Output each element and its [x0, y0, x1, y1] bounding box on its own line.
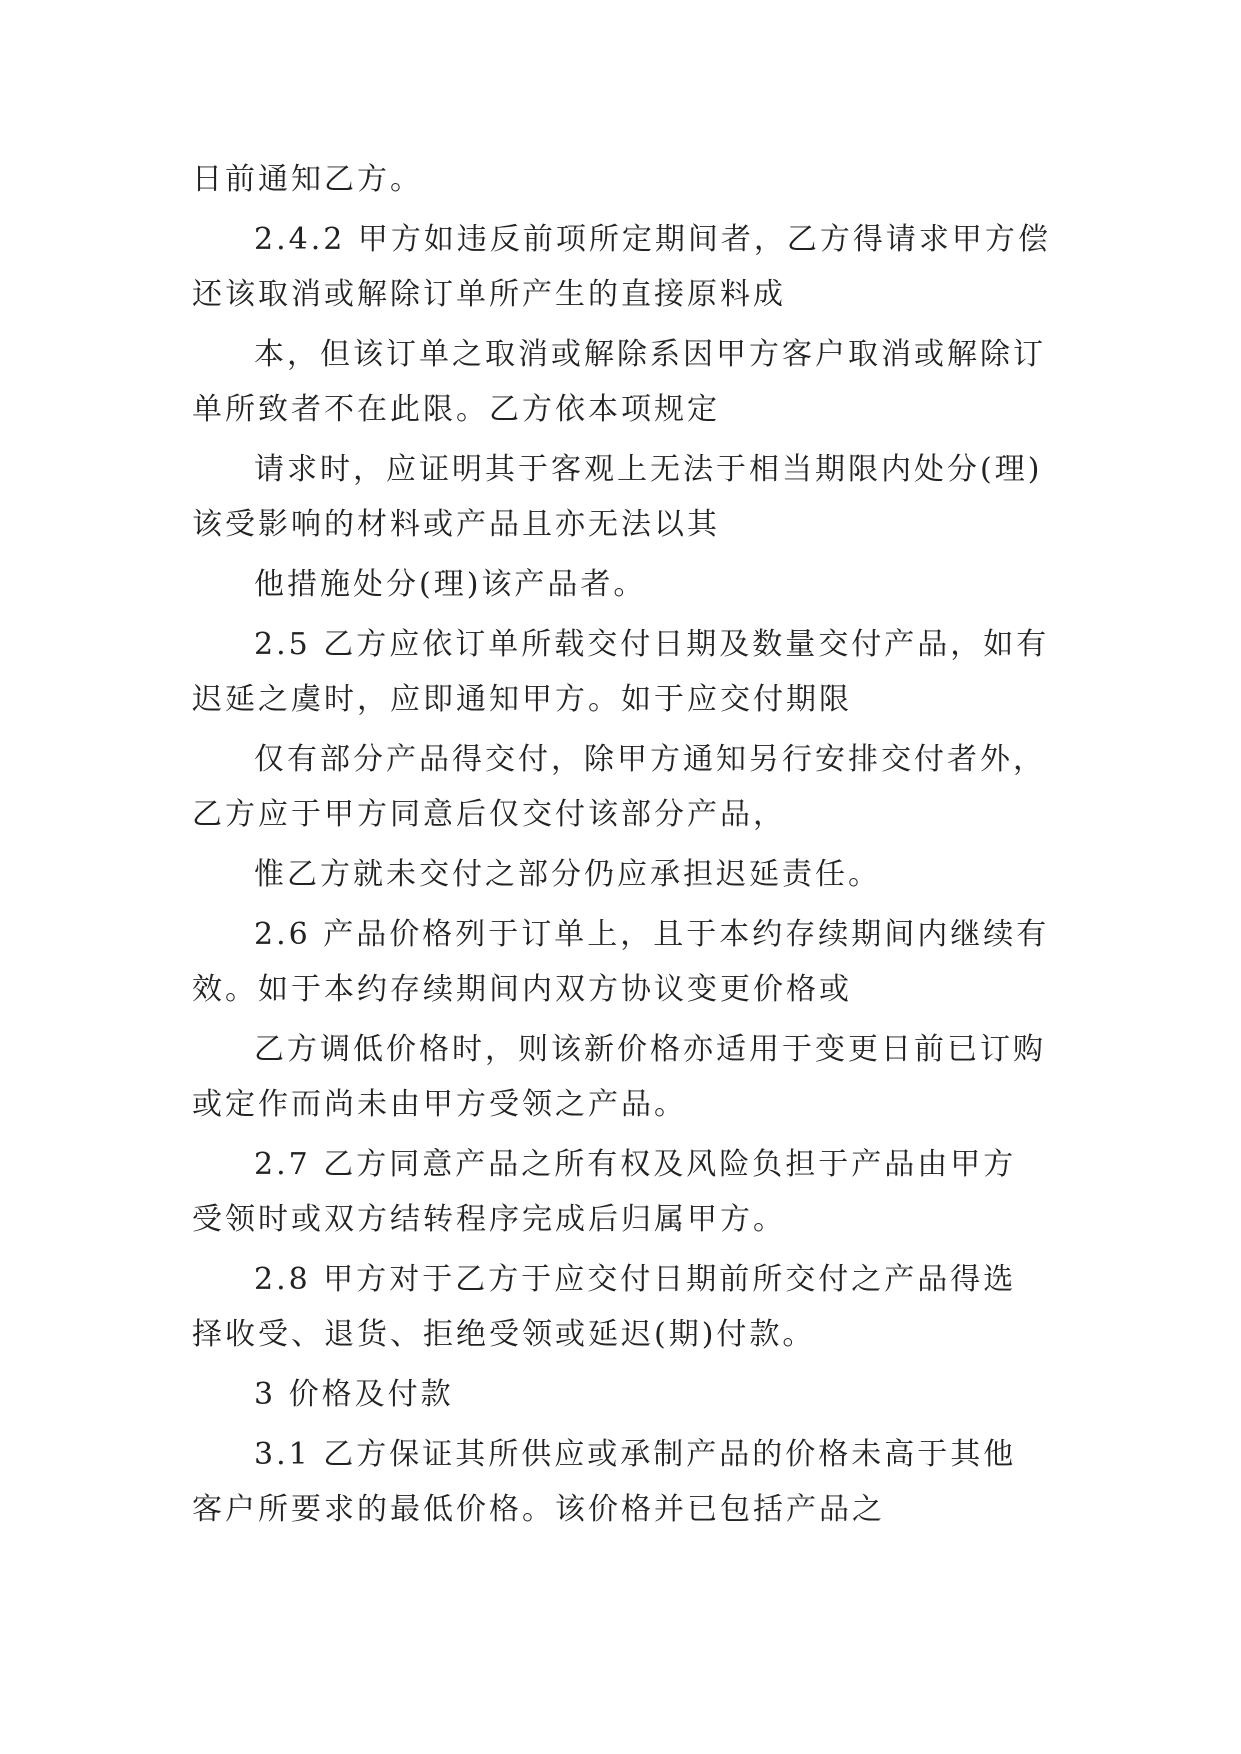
text-line: 2.5 乙方应依订单所载交付日期及数量交付产品，如有 [254, 627, 1050, 662]
text-line: 单所致者不在此限。乙方依本项规定 [192, 392, 720, 427]
text-line: 还该取消或解除订单所产生的直接原料成 [192, 277, 786, 312]
text-line: 2.7 乙方同意产品之所有权及风险负担于产品由甲方 [254, 1147, 1017, 1182]
text-line: 本，但该订单之取消或解除系因甲方客户取消或解除订 [254, 337, 1046, 372]
text-line: 日前通知乙方。 [192, 162, 423, 197]
text-line: 受领时或双方结转程序完成后归属甲方。 [192, 1202, 786, 1237]
text-line: 迟延之虞时，应即通知甲方。如于应交付期限 [192, 682, 852, 717]
text-line: 该受影响的材料或产品且亦无法以其 [192, 507, 720, 542]
text-line: 2.4.2 甲方如违反前项所定期间者，乙方得请求甲方偿 [254, 222, 1051, 257]
text-line: 他措施处分(理)该产品者。 [254, 567, 647, 602]
text-line: 效。如于本约存续期间内双方协议变更价格或 [192, 972, 852, 1007]
text-line: 或定作而尚未由甲方受领之产品。 [192, 1087, 687, 1122]
text-line: 择收受、退货、拒绝受领或延迟(期)付款。 [192, 1317, 816, 1352]
text-line: 仅有部分产品得交付，除甲方通知另行安排交付者外， [254, 742, 1046, 777]
text-line: 2.6 产品价格列于订单上，且于本约存续期间内继续有 [254, 917, 1050, 952]
text-line: 乙方调低价格时，则该新价格亦适用于变更日前已订购 [254, 1032, 1046, 1067]
section-heading: 3 价格及付款 [254, 1377, 454, 1412]
text-line: 3.1 乙方保证其所供应或承制产品的价格未高于其他 [254, 1437, 1017, 1472]
text-line: 乙方应于甲方同意后仅交付该部分产品， [192, 797, 786, 832]
text-line: 2.8 甲方对于乙方于应交付日期前所交付之产品得选 [254, 1262, 1017, 1297]
text-line: 客户所要求的最低价格。该价格并已包括产品之 [192, 1492, 885, 1527]
text-line: 请求时，应证明其于客观上无法于相当期限内处分(理) [254, 452, 1043, 487]
text-line: 惟乙方就未交付之部分仍应承担迟延责任。 [254, 857, 881, 892]
